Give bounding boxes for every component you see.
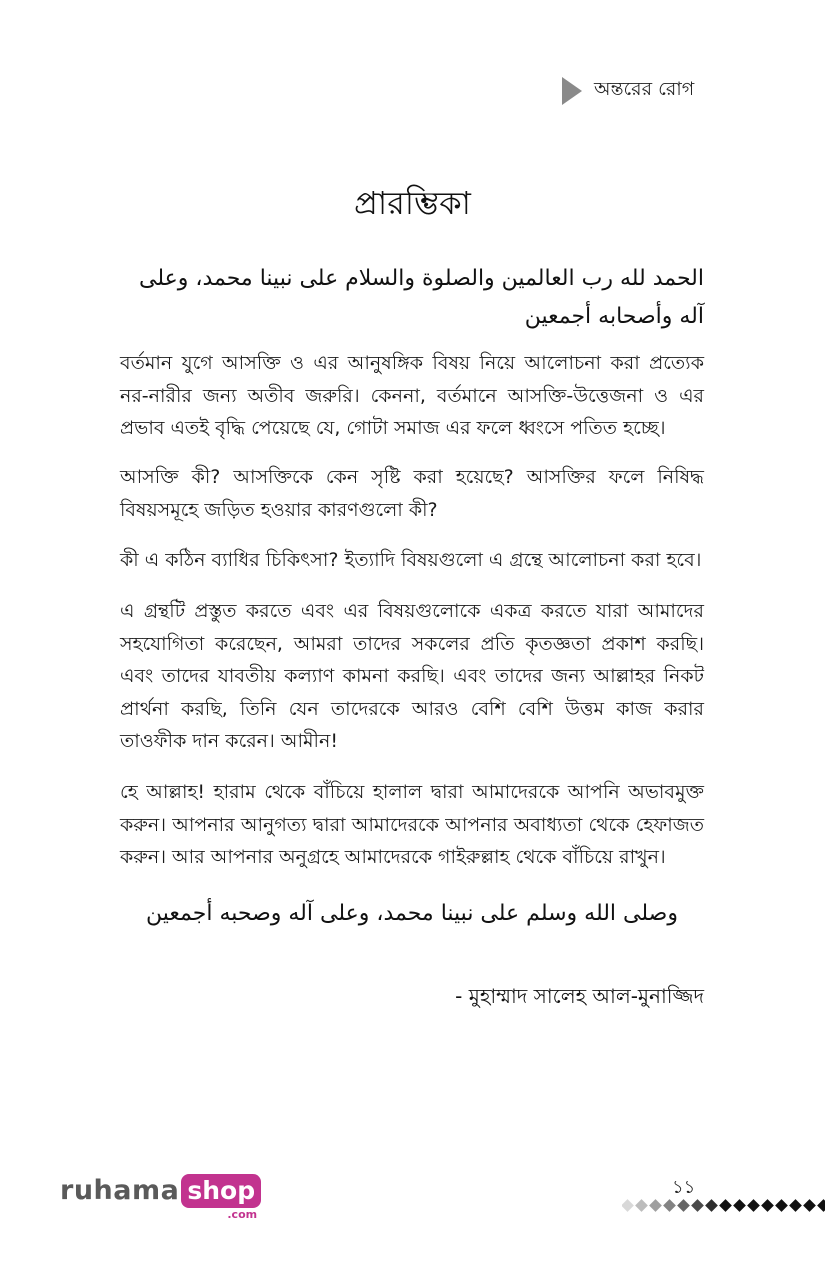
diamond-ornament-icon [719, 1199, 732, 1212]
page-title: প্রারম্ভিকা [354, 184, 471, 222]
logo-shop-badge [181, 1174, 261, 1221]
play-triangle-icon [562, 77, 582, 105]
diamond-ornament-icon [691, 1199, 704, 1212]
logo-com-text: .com [227, 1208, 258, 1221]
diamond-ornament-icon [747, 1199, 760, 1212]
paragraph: কী এ কঠিন ব্যাধির চিকিৎসা? ইত্যাদি বিষয়গুলো এ গ্রন্থে আলোচনা করা হবে। [120, 549, 702, 571]
running-title: অন্তরের রোগ [594, 78, 695, 100]
author-signature: - মুহাম্মাদ সালেহ আল-মুনাজ্জিদ [455, 984, 704, 1008]
arabic-closing-salutation: وصلى الله وسلم على نبينا محمد، وعلى آله وصحبه أجمعين [146, 901, 678, 926]
logo-shop-text: shop [181, 1174, 261, 1208]
ruhamashop-logo [60, 1174, 261, 1222]
diamond-ornament-icon [649, 1199, 662, 1212]
running-header [562, 76, 694, 106]
diamond-ornament-icon [775, 1199, 788, 1212]
logo-ruhama-text: ruhama [60, 1175, 180, 1206]
decorative-diamond-border [622, 1197, 825, 1213]
paragraph: এ গ্রন্থটি প্রস্তুত করতে এবং এর বিষয়গুলোকে একত্র করতে যারা আমাদের সহযোগিতা করেছেন, আমরা তাদের সকলের প্রতি কৃতজ্ঞতা প্রকাশ করছি। এবং তাদের যাবতীয় কল্যাণ কামনা করছি। এবং তাদের জন্য আল্লাহর নিকট প্রার্থনা করছি, তিনি যেন তাদেরকে আরও বেশি বেশি উত্তম কাজ করার তাওফীক দান করেন। আমীন! [120, 600, 704, 752]
diamond-ornament-icon [677, 1199, 690, 1212]
diamond-ornament-icon [817, 1199, 825, 1212]
diamond-ornament-icon [635, 1199, 648, 1212]
diamond-ornament-icon [663, 1199, 676, 1212]
diamond-ornament-icon [622, 1199, 634, 1212]
arabic-opening-invocation: الحمد لله رب العالمين والصلوة والسلام على نبينا محمد، وعلى آله وأصحابه أجمعين [139, 266, 704, 329]
paragraph: বর্তমান যুগে আসক্তি ও এর আনুষঙ্গিক বিষয় নিয়ে আলোচনা করা প্রত্যেক নর-নারীর জন্য অতীব জরুরি। কেননা, বর্তমানে আসক্তি-উত্তেজনা ও এর প্রভাব এতই বৃদ্ধি পেয়েছে যে, গোটা সমাজ এর ফলে ধ্বংসে পতিত হচ্ছে। [120, 352, 704, 439]
diamond-ornament-icon [761, 1199, 774, 1212]
diamond-ornament-icon [803, 1199, 816, 1212]
diamond-ornament-icon [733, 1199, 746, 1212]
paragraph: হে আল্লাহ! হারাম থেকে বাঁচিয়ে হালাল দ্বারা আমাদেরকে আপনি অভাবমুক্ত করুন। আপনার আনুগত্য দ্বারা আমাদেরকে আপনার অবাধ্যতা থেকে হেফাজত করুন। আর আপনার অনুগ্রহে আমাদেরকে গাইরুল্লাহ থেকে বাঁচিয়ে রাখুন। [120, 781, 704, 868]
page-number: ১১ [672, 1177, 696, 1198]
diamond-ornament-icon [705, 1199, 718, 1212]
diamond-ornament-icon [789, 1199, 802, 1212]
paragraph: আসক্তি কী? আসক্তিকে কেন সৃষ্টি করা হয়েছে? আসক্তির ফলে নিষিদ্ধ বিষয়সমূহে জড়িত হওয়ার কারণগুলো কী? [120, 466, 704, 521]
